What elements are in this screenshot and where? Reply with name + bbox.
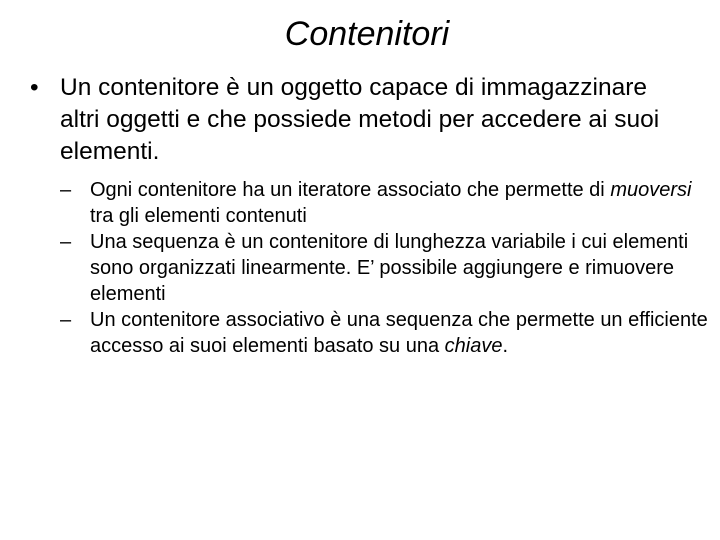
sub-bullet-iterator	[60, 177, 710, 229]
sub-bullet-text-start: Un contenitore associativo è una sequenza che permette un efficiente accesso ai suoi elementi basato su una	[90, 309, 708, 357]
main-bullet-text: Un contenitore è un oggetto capace di immagazzinare altri oggetti e che possiede metodi per accedere ai suoi elementi.	[60, 74, 660, 165]
main-bullet	[30, 72, 690, 168]
sub-bullet-text-start: Ogni contenitore ha un iteratore associato che permette di	[90, 179, 611, 201]
sub-bullet-list	[60, 177, 710, 359]
emphasis-muoversi: muoversi	[610, 179, 692, 201]
slide-title: Contenitori	[284, 15, 450, 53]
bullet-marker: •	[30, 74, 39, 101]
dash-marker: –	[60, 309, 72, 331]
sub-bullet-text: Una sequenza è un contenitore di lunghezza variabile i cui elementi sono organizzati linearmente. E’ possibile aggiungere e rimuovere elementi	[90, 231, 689, 305]
dash-marker: –	[60, 231, 72, 253]
sub-bullet-text-end: .	[502, 335, 509, 357]
sub-bullet-associative	[60, 307, 710, 359]
sub-bullet-text-end: tra gli elementi contenuti	[90, 205, 307, 227]
emphasis-chiave: chiave	[444, 335, 503, 357]
sub-bullet-sequence	[60, 229, 710, 307]
dash-marker: –	[60, 179, 72, 201]
